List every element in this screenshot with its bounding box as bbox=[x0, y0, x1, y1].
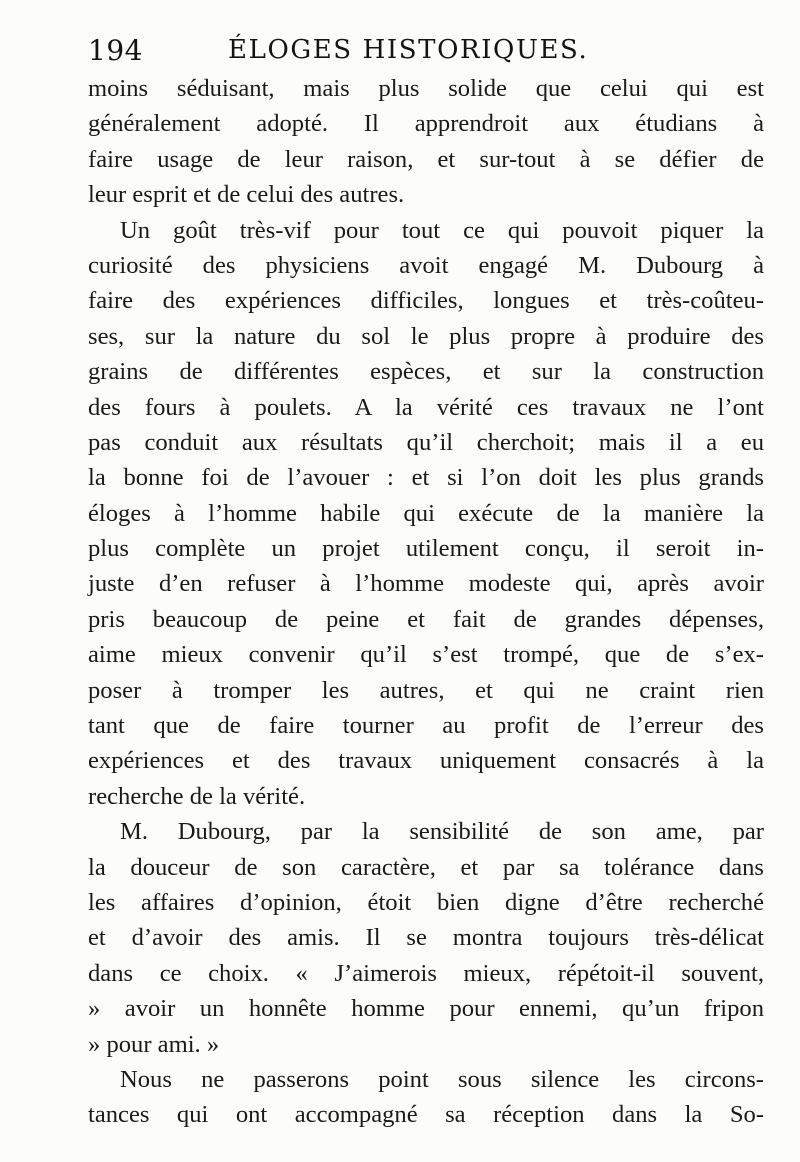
page-header bbox=[88, 34, 648, 74]
text-line: curiosité des physiciens avoit engagé M. Dubourg à bbox=[88, 251, 764, 279]
text-line: les affaires d’opinion, étoit bien digne d’être recherché bbox=[88, 888, 764, 916]
text-line: aime mieux convenir qu’il s’est trompé, que de s’ex- bbox=[88, 641, 764, 669]
text-line: plus complète un projet utilement conçu, il seroit in- bbox=[88, 535, 764, 563]
text-line: » pour ami. » bbox=[88, 1030, 220, 1058]
text-line: faire usage de leur raison, et sur-tout à se défier de bbox=[88, 145, 764, 173]
text-line: généralement adopté. Il apprendroit aux étudians à bbox=[88, 110, 764, 138]
text-line: Un goût très-vif pour tout ce qui pouvoit piquer la bbox=[120, 216, 764, 244]
text-line: la douceur de son caractère, et par sa tolérance dans bbox=[88, 853, 764, 881]
text-line: expériences et des travaux uniquement consacrés à la bbox=[88, 747, 764, 775]
text-line: grains de différentes espèces, et sur la construction bbox=[88, 358, 764, 386]
page-number: 194 bbox=[88, 34, 143, 67]
text-line: poser à tromper les autres, et qui ne craint rien bbox=[88, 676, 764, 704]
text-line: faire des expériences difficiles, longues et très-coûteu- bbox=[88, 287, 764, 315]
text-line: la bonne foi de l’avouer : et si l’on doit les plus grands bbox=[88, 464, 764, 492]
text-line: » avoir un honnête homme pour ennemi, qu’un fripon bbox=[88, 995, 764, 1023]
text-line: pris beaucoup de peine et fait de grandes dépenses, bbox=[88, 605, 764, 633]
text-line: éloges à l’homme habile qui exécute de la manière la bbox=[88, 499, 764, 527]
text-line: M. Dubourg, par la sensibilité de son ame, par bbox=[120, 818, 764, 846]
text-line: leur esprit et de celui des autres. bbox=[88, 181, 405, 209]
text-line: recherche de la vérité. bbox=[88, 782, 306, 810]
running-title: ÉLOGES HISTORIQUES. bbox=[228, 35, 589, 65]
text-line: juste d’en refuser à l’homme modeste qui, après avoir bbox=[88, 570, 764, 598]
text-line: et d’avoir des amis. Il se montra toujours très-délicat bbox=[88, 924, 764, 952]
text-line: moins séduisant, mais plus solide que celui qui est bbox=[88, 75, 764, 102]
text-line: Nous ne passerons point sous silence les circons- bbox=[120, 1065, 764, 1093]
text-line: pas conduit aux résultats qu’il cherchoit; mais il a eu bbox=[88, 428, 764, 456]
text-line: des fours à poulets. A la vérité ces travaux ne l’ont bbox=[88, 393, 764, 421]
text-line: tant que de faire tourner au profit de l’erreur des bbox=[88, 712, 764, 740]
text-line: tances qui ont accompagné sa réception dans la So- bbox=[88, 1101, 764, 1129]
body-text bbox=[88, 71, 764, 1133]
text-line: dans ce choix. « J’aimerois mieux, répétoit-il souvent, bbox=[88, 959, 764, 987]
text-line: ses, sur la nature du sol le plus propre à produire des bbox=[88, 322, 764, 350]
